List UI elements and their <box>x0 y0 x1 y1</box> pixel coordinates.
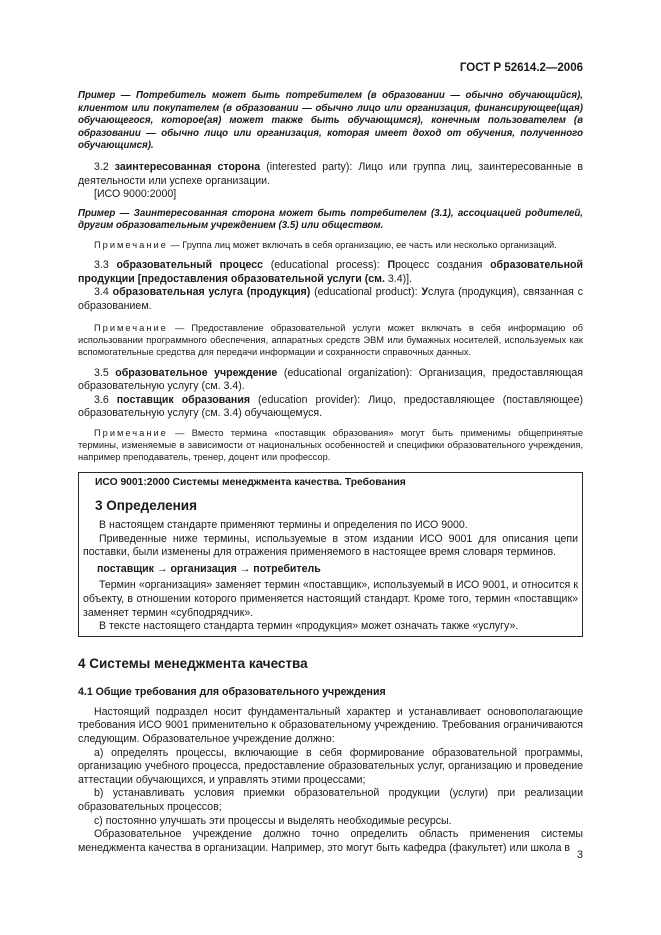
iso-box-paragraph: В настоящем стандарте применяют термины и определения по ИСО 9000. <box>99 518 468 531</box>
term-3-5-name: образовательное учреждение <box>115 366 278 379</box>
section-3-heading: 3 Определения <box>95 498 197 514</box>
section-4-paragraph: Образовательное учреждение должно точно определить область применения системы менеджмента качества в организации. Например, это могут быть кафедра (факультет) или школа в <box>78 828 583 854</box>
list-item-a: a) определять процессы, включающие в себя формирование образовательной программы, организацию учебного процесса, предоставление образовательных услуг, организацию и проведение аттестации обучающихся, и управлять этими процессами; <box>78 746 583 786</box>
supply-chain-line: поставщик → организация → потребитель <box>97 562 321 575</box>
document-id-header: ГОСТ Р 52614.2—2006 <box>459 62 583 74</box>
term-3-2-name: заинтересованная сторона <box>114 160 261 173</box>
note-provider: Примечание — Вместо термина «поставщик образования» могут быть применимы общепринятые термины, изменяемые в зависимости от национальных особенностей и специфики образовательного учреждения, например преподаватель, тренер, доцент или профессор. <box>78 427 583 463</box>
section-4-paragraph: Настоящий подраздел носит фундаментальный характер и устанавливает основополагающие требования ИСО 9001 применительно к образовательному учреждению. Требования ограничиваются следующим. Образовательное учреждение должно: <box>78 705 583 746</box>
iso-box-paragraph: В тексте настоящего стандарта термин «продукция» может означать также «услугу». <box>99 620 519 633</box>
example-consumer: Пример — Потребитель может быть потребителем (в образовании — обычно обучающийся), клиентом или покупателем (в образовании — обычно лицо или организация, финансирующее(щая) обучающегося, которое(ая) может также быть обучающимся), конечным пользователем (в образовании — обычно лицо или организация, которая имеет доход от обучения, полученного обучающимся). <box>78 90 583 152</box>
subsection-4-1-heading: 4.1 Общие требования для образовательного учреждения <box>78 686 386 699</box>
iso-9001-excerpt-box <box>78 472 583 637</box>
term-3-4-name: образовательная услуга (продукция) <box>112 286 311 299</box>
term-3-3-name: образовательный процесс <box>116 259 264 272</box>
note-group: Примечание — Группа лиц может включать в себя организацию, ее часть или несколько организаций. <box>94 239 557 250</box>
page-content <box>78 90 583 855</box>
term-3-4: 3.4 образовательная услуга (продукция) (educational product): Услуга (продукция), связанная с образованием. <box>78 286 584 313</box>
term-3-5: 3.5 образовательное учреждение (educational organization): Организация, предоставляющая образовательную услугу (см. 3.4). <box>78 366 584 393</box>
section-4-heading: 4 Системы менеджмента качества <box>78 655 308 671</box>
iso-box-paragraph: Термин «организация» заменяет термин «поставщик», используемый в ИСО 9001, и относится к объекту, в отношении которого применяется настоящий стандарт. Кроме того, термин «поставщик» заменяет термин «субподрядчик». <box>83 579 578 619</box>
page-number: 3 <box>576 849 583 861</box>
list-item-c: c) постоянно улучшать эти процессы и выделять необходимые ресурсы. <box>94 814 452 827</box>
term-3-6-name: поставщик образования <box>116 393 251 406</box>
iso-box-title: ИСО 9001:2000 Системы менеджмента качества. Требования <box>95 476 406 488</box>
iso-box-paragraph: Приведенные ниже термины, используемые в этом издании ИСО 9001 для описания цепи поставки, были изменены для отражения применяемого в настоящее время словаря терминов. <box>83 532 578 559</box>
example-interested-party: Пример — Заинтересованная сторона может быть потребителем (3.1), ассоциацией родителей, другим образовательным учреждением (3.5) или обществом. <box>78 207 583 232</box>
term-3-3: 3.3 образовательный процесс (educational process): Процесс создания образовательной продукции [предоставления образовательной услуги (см. 3.4)]. <box>78 259 584 285</box>
term-3-2: 3.2 заинтересованная сторона (interested party): Лицо или группа лиц, заинтересованные в деятельности или успехе организации. <box>78 160 584 187</box>
term-3-2-ref: [ИСО 9000:2000] <box>94 188 177 201</box>
note-educational-service: Примечание — Предоставление образовательной услуги может включать в себя информацию об использовании программного обеспечения, аппаратных средств ЭВМ или бумажных носителей, используемых как вспомогательные средства для передачи информации и сохранности справочных данных. <box>78 322 583 358</box>
list-item-b: b) устанавливать условия приемки образовательной продукции (услуги) при реализации образовательных процессов; <box>78 787 583 814</box>
term-3-6: 3.6 поставщик образования (education provider): Лицо, предоставляющее (поставляющее) образовательную услугу (см. 3.4) обучающемуся. <box>78 393 583 420</box>
